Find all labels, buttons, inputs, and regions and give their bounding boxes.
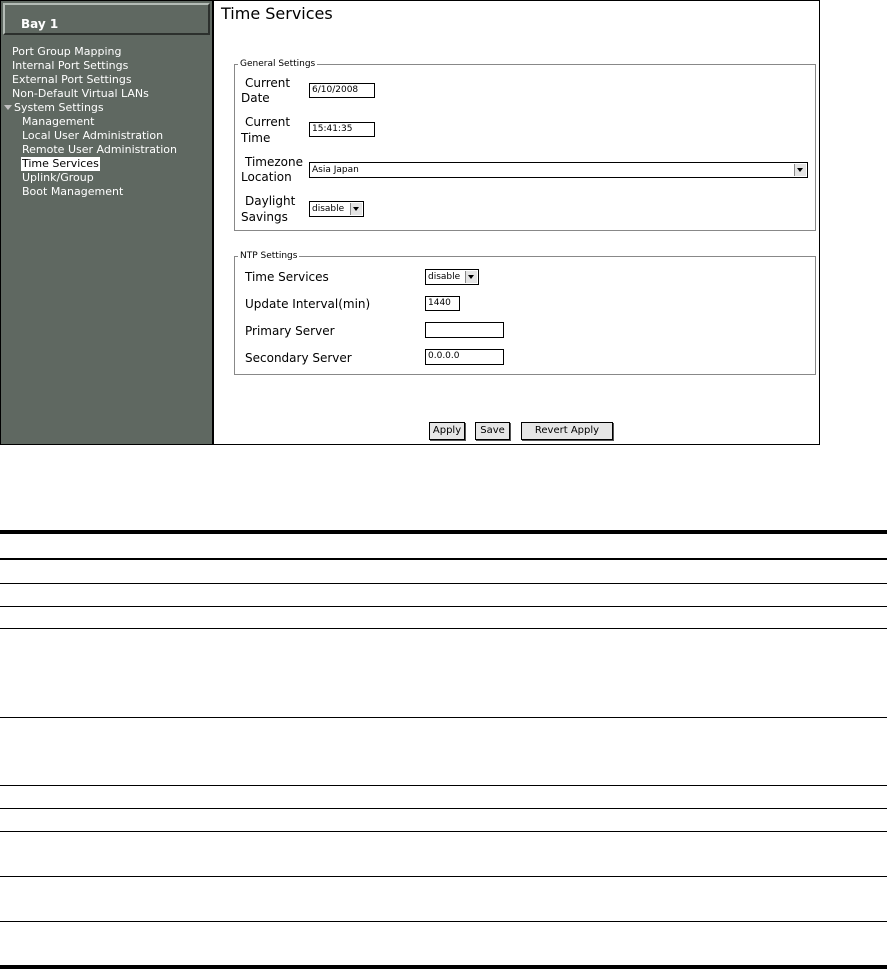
sidebar-item-external-port-settings[interactable] [1,73,213,87]
table-row-divider [0,717,887,718]
time-services-select[interactable] [425,269,479,285]
expand-triangle-icon[interactable] [4,105,12,110]
update-interval-input[interactable]: 1440 [425,296,460,311]
sidebar-item-label: Remote User Administration [22,143,177,156]
timezone-select[interactable] [309,162,808,178]
current-time-input[interactable]: 15:41:35 [309,122,375,137]
chevron-down-icon[interactable] [794,164,806,176]
timezone-label-line2: Location [241,170,292,184]
primary-server-label: Primary Server [245,324,335,338]
sidebar-item-label: External Port Settings [12,73,132,86]
sidebar-item-uplink-group[interactable] [1,171,213,185]
table-row-divider [0,785,887,786]
screenshot-window [0,0,820,445]
bay-header[interactable] [3,3,210,35]
sidebar-item-time-services[interactable] [1,157,213,171]
page-title: Time Services [221,4,333,23]
sidebar-item-label: Management [22,115,95,128]
save-button[interactable]: Save [475,422,510,440]
time-services-selected-value: disable [428,272,461,282]
daylight-savings-select[interactable] [309,201,364,217]
update-interval-label: Update Interval(min) [245,297,371,311]
sidebar-item-label: Time Services [22,157,99,170]
sidebar-item-non-default-vlans[interactable] [1,87,213,101]
primary-server-input[interactable] [425,322,504,338]
sidebar-item-label: Port Group Mapping [12,45,122,58]
revert-apply-button[interactable]: Revert Apply [521,422,613,440]
secondary-server-input[interactable]: 0.0.0.0 [425,349,504,365]
table-row-divider [0,921,887,922]
sidebar [1,1,214,444]
secondary-server-label: Secondary Server [245,351,352,365]
daylight-selected-value: disable [312,204,345,214]
daylight-label-line2: Savings [241,210,288,224]
sidebar-item-label: System Settings [14,101,104,114]
current-time-label-line2: Time [241,131,271,145]
main-panel [214,1,819,444]
bay-title: Bay 1 [21,17,59,31]
sidebar-item-label: Uplink/Group [22,171,94,184]
table-row-divider [0,831,887,832]
sidebar-item-boot-management[interactable] [1,185,213,199]
table-row-divider [0,606,887,607]
current-date-label-line1: Current [245,76,291,90]
chevron-down-icon[interactable] [465,271,477,283]
time-services-label: Time Services [245,270,329,284]
sidebar-item-system-settings[interactable] [1,101,213,115]
sidebar-item-label: Non-Default Virtual LANs [12,87,149,100]
sidebar-item-label: Internal Port Settings [12,59,129,72]
sidebar-item-label: Boot Management [22,185,124,198]
ntp-settings-legend: NTP Settings [240,251,298,261]
current-time-label-line1: Current [245,115,291,129]
table-bottom-rule [0,965,887,969]
current-date-label-line2: Date [241,91,270,105]
timezone-selected-value: Asia Japan [312,165,359,175]
sidebar-item-internal-port-settings[interactable] [1,59,213,73]
sidebar-item-management[interactable] [1,115,213,129]
table-row-divider [0,808,887,809]
sidebar-item-label: Local User Administration [22,129,164,142]
daylight-label-line1: Daylight [245,194,296,208]
general-settings-legend: General Settings [240,59,316,69]
sidebar-item-remote-user-admin[interactable] [1,143,213,157]
apply-button[interactable]: Apply [429,422,465,440]
table-header-rule [0,558,887,560]
table-row-divider [0,628,887,629]
current-date-input[interactable]: 6/10/2008 [309,83,375,98]
sidebar-item-local-user-admin[interactable] [1,129,213,143]
chevron-down-icon[interactable] [350,203,362,215]
table-row-divider [0,876,887,877]
timezone-label-line1: Timezone [245,155,303,169]
table-top-rule [0,530,887,534]
sidebar-item-port-group-mapping[interactable] [1,45,213,59]
table-row-divider [0,583,887,584]
